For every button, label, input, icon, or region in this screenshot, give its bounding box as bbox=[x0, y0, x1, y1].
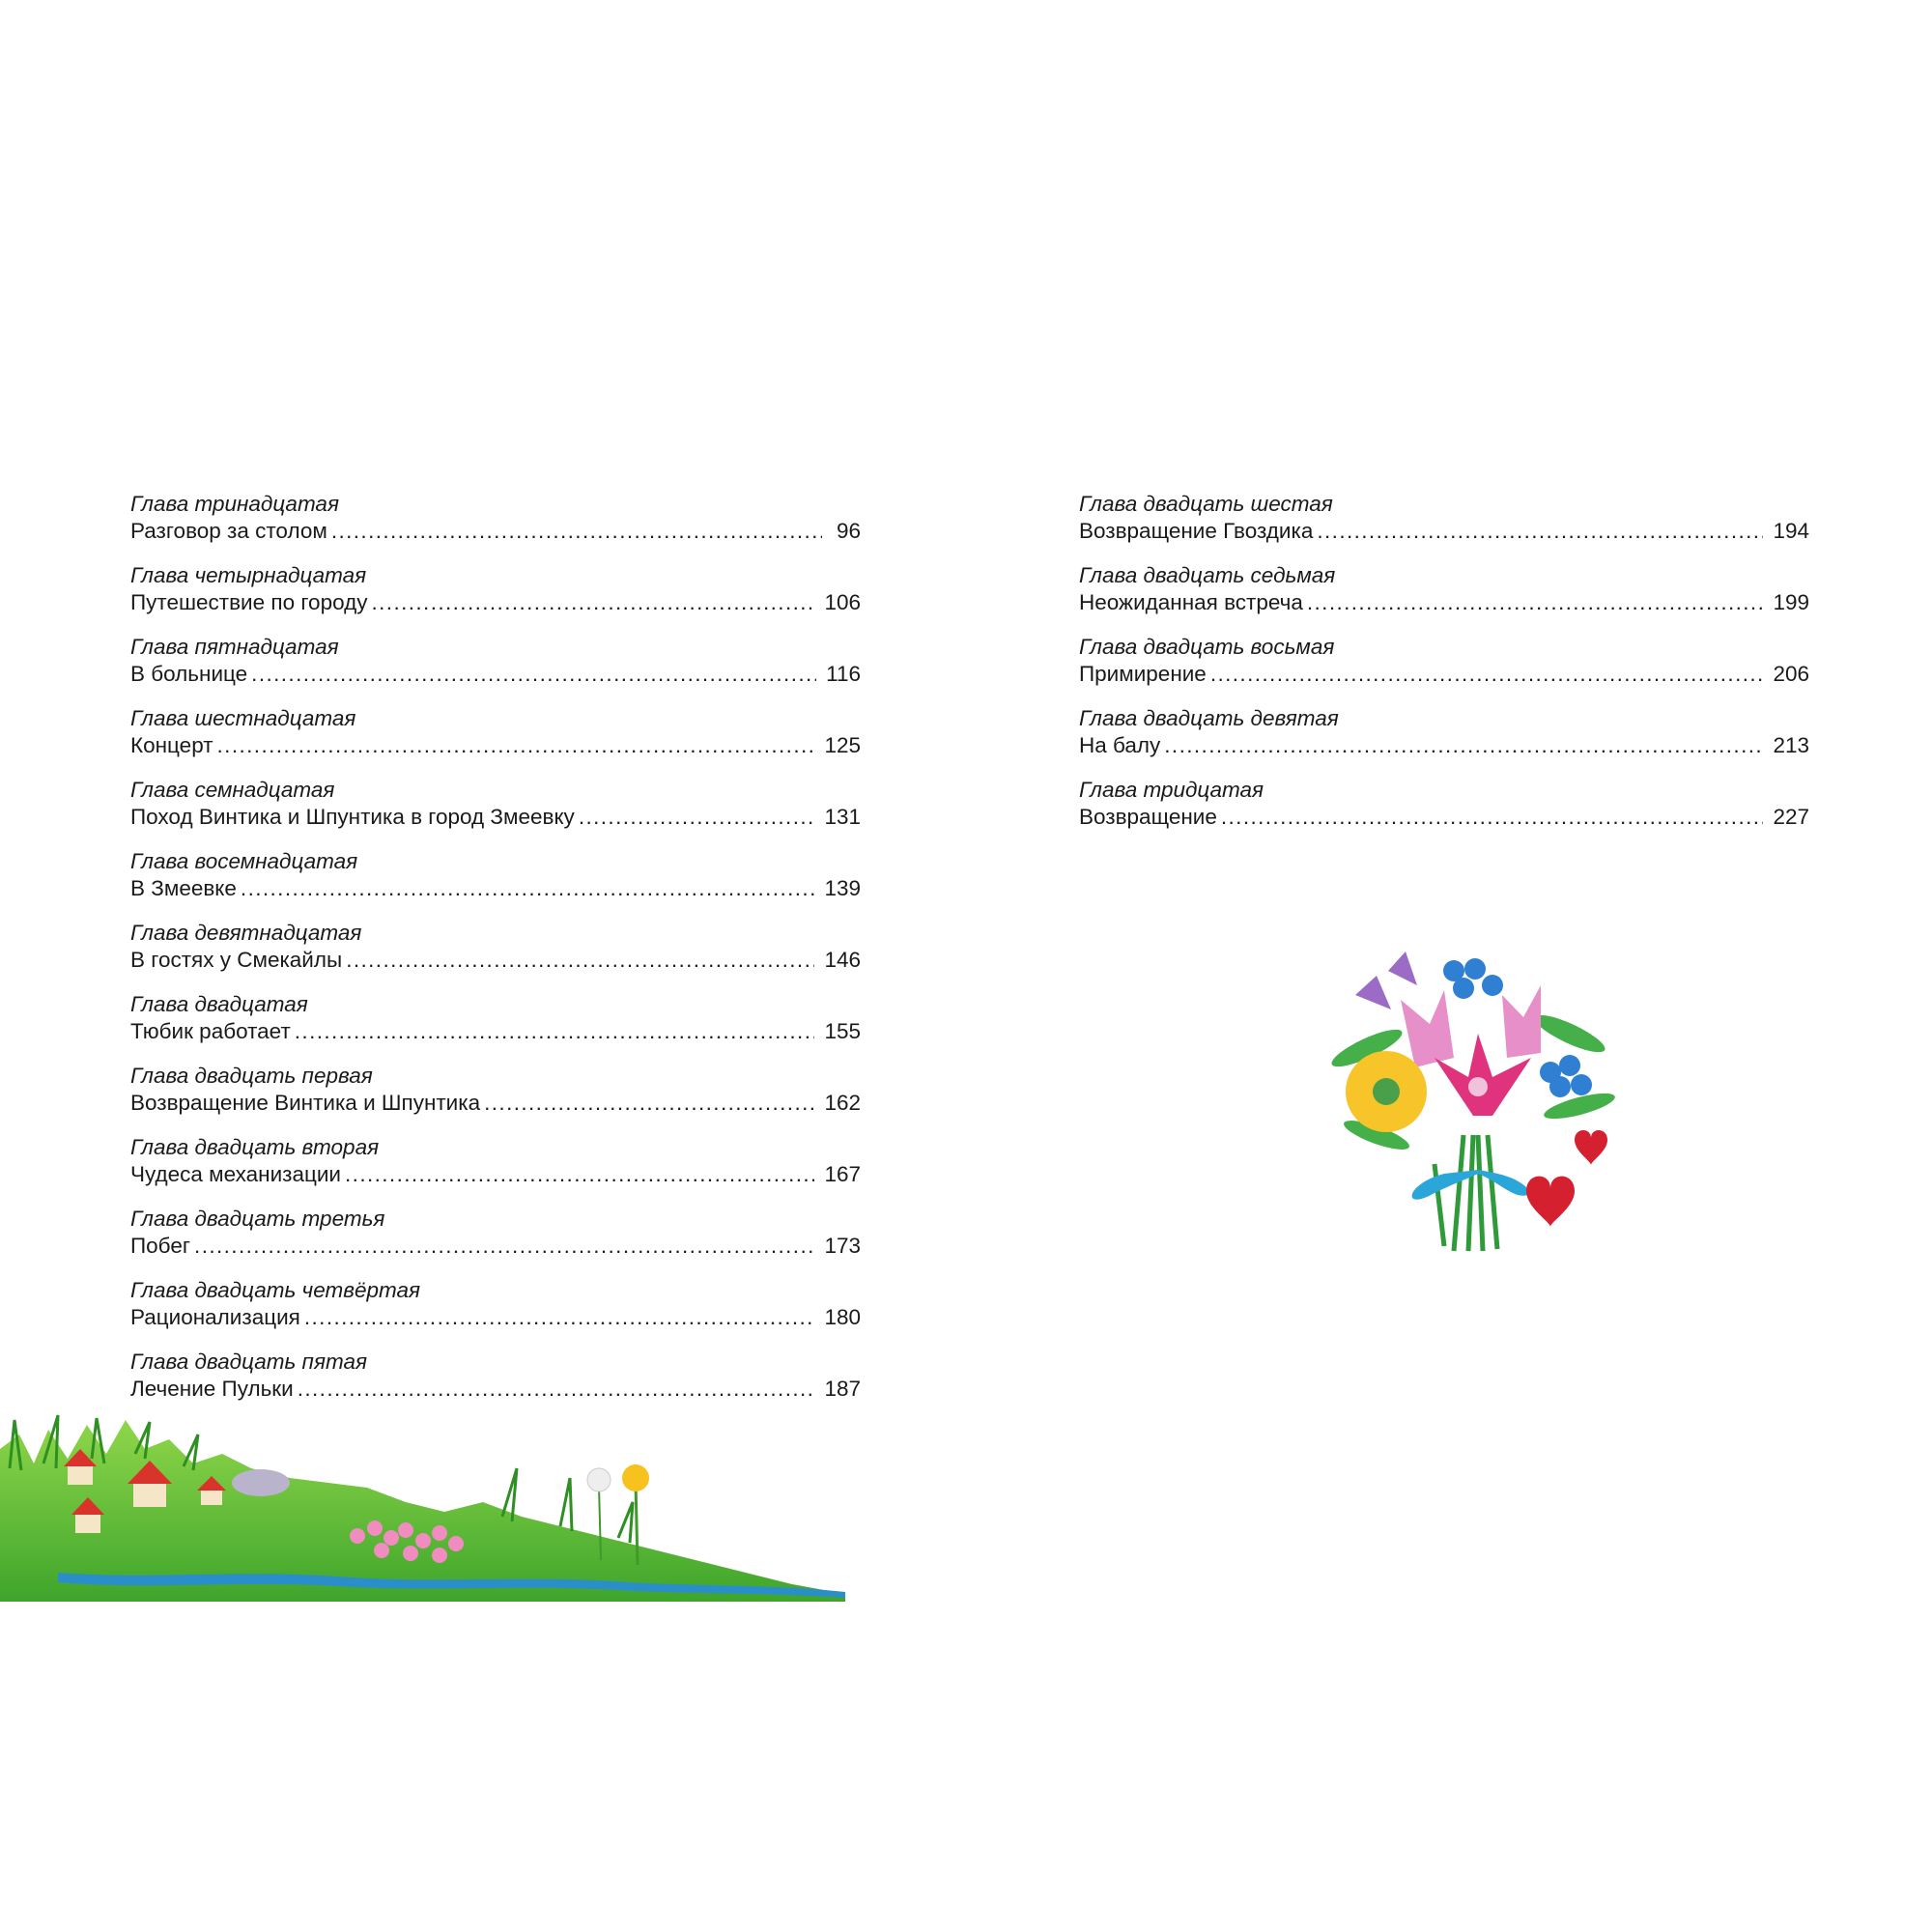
toc-entry bbox=[130, 1349, 861, 1420]
toc-entry bbox=[1079, 491, 1809, 562]
chapter-line bbox=[130, 1376, 861, 1403]
chapter-line bbox=[1079, 804, 1809, 831]
toc-entry bbox=[130, 562, 861, 634]
toc-entry bbox=[130, 1063, 861, 1134]
chapter-label: Глава двадцать вторая bbox=[130, 1135, 380, 1159]
dot-leader bbox=[371, 589, 814, 616]
toc-entry bbox=[130, 920, 861, 991]
chapter-label: Глава двадцать пятая bbox=[130, 1350, 367, 1374]
chapter-label: Глава двадцать шестая bbox=[1079, 492, 1333, 516]
chapter-label: Глава семнадцатая bbox=[130, 778, 335, 802]
page-number: 106 bbox=[824, 590, 861, 614]
chapter-label: Глава четырнадцатая bbox=[130, 563, 367, 587]
chapter-line bbox=[1079, 661, 1809, 688]
chapter-line bbox=[130, 732, 861, 759]
chapter-title: Возвращение bbox=[1079, 805, 1217, 829]
dot-leader bbox=[1164, 732, 1763, 759]
chapter-title: В Змеевке bbox=[130, 876, 237, 900]
page-number: 155 bbox=[824, 1019, 861, 1043]
chapter-line bbox=[130, 875, 861, 902]
chapter-title: Лечение Пульки bbox=[130, 1377, 294, 1401]
dot-leader bbox=[579, 804, 815, 831]
toc-entry bbox=[1079, 562, 1809, 634]
page-number: 167 bbox=[824, 1162, 861, 1186]
chapter-title: Возвращение Винтика и Шпунтика bbox=[130, 1091, 481, 1115]
toc-entry bbox=[130, 1206, 861, 1277]
dot-leader bbox=[217, 732, 815, 759]
flower-bouquet-illustration bbox=[1309, 942, 1637, 1256]
page-number: 139 bbox=[824, 876, 861, 900]
toc-entry bbox=[130, 1277, 861, 1349]
dot-leader bbox=[295, 1018, 815, 1045]
chapter-title: Поход Винтика и Шпунтика в город Змеевку bbox=[130, 805, 575, 829]
page-number: 96 bbox=[836, 519, 861, 543]
chapter-title: Неожиданная встреча bbox=[1079, 590, 1303, 614]
page-number: 146 bbox=[824, 948, 861, 972]
dot-leader bbox=[1210, 661, 1764, 688]
chapter-title: Рационализация bbox=[130, 1305, 300, 1329]
chapter-title: Возвращение Гвоздика bbox=[1079, 519, 1314, 543]
toc-entry bbox=[130, 634, 861, 705]
toc-left-column bbox=[130, 491, 861, 1420]
chapter-line bbox=[130, 804, 861, 831]
dot-leader bbox=[484, 1090, 814, 1117]
chapter-label: Глава двадцать четвёртая bbox=[130, 1278, 421, 1302]
toc-entry bbox=[130, 1134, 861, 1206]
chapter-title: В гостях у Смекайлы bbox=[130, 948, 343, 972]
toc-entry bbox=[130, 777, 861, 848]
chapter-label: Глава двадцатая bbox=[130, 992, 308, 1016]
chapter-line bbox=[130, 661, 861, 688]
yellow-daisy-icon bbox=[1346, 1051, 1427, 1132]
page-number: 173 bbox=[824, 1234, 861, 1258]
page-number: 125 bbox=[824, 733, 861, 757]
heart-icon bbox=[1526, 1130, 1607, 1227]
chapter-line bbox=[130, 1018, 861, 1045]
purple-bell-flower-icon bbox=[1355, 952, 1417, 1009]
dot-leader bbox=[194, 1233, 814, 1260]
page-number: 213 bbox=[1773, 733, 1809, 757]
chapter-line bbox=[130, 1161, 861, 1188]
toc-entry bbox=[130, 991, 861, 1063]
grass-mass bbox=[0, 1420, 845, 1602]
dot-leader bbox=[1221, 804, 1764, 831]
dot-leader bbox=[304, 1304, 815, 1331]
dot-leader bbox=[345, 1161, 814, 1188]
dot-leader bbox=[298, 1376, 815, 1403]
toc-entry bbox=[130, 491, 861, 562]
pink-tulip-icon bbox=[1401, 985, 1541, 1067]
chapter-title: Чудеса механизации bbox=[130, 1162, 342, 1186]
chapter-label: Глава тридцатая bbox=[1079, 778, 1264, 802]
chapter-title: Побег bbox=[130, 1234, 191, 1258]
dot-leader bbox=[1307, 589, 1764, 616]
page-number: 206 bbox=[1773, 662, 1809, 686]
chapter-title: Разговор за столом bbox=[130, 519, 327, 543]
toc-entry bbox=[1079, 634, 1809, 705]
chapter-line bbox=[1079, 732, 1809, 759]
chapter-title: На балу bbox=[1079, 733, 1161, 757]
stone-icon bbox=[232, 1469, 290, 1496]
chapter-label: Глава шестнадцатая bbox=[130, 706, 356, 730]
chapter-line bbox=[130, 1090, 861, 1117]
chapter-title: Примирение bbox=[1079, 662, 1207, 686]
chapter-label: Глава восемнадцатая bbox=[130, 849, 358, 873]
chapter-title: Концерт bbox=[130, 733, 213, 757]
chapter-line bbox=[130, 1304, 861, 1331]
page-number: 162 bbox=[824, 1091, 861, 1115]
page-number: 187 bbox=[824, 1377, 861, 1401]
stems bbox=[1435, 1135, 1497, 1251]
dot-leader bbox=[346, 947, 814, 974]
dot-leader bbox=[241, 875, 815, 902]
chapter-label: Глава двадцать первая bbox=[130, 1064, 373, 1088]
page-number: 194 bbox=[1773, 519, 1809, 543]
chapter-line bbox=[1079, 589, 1809, 616]
page-number: 199 bbox=[1773, 590, 1809, 614]
chapter-line bbox=[130, 518, 861, 545]
page-number: 116 bbox=[826, 662, 861, 686]
chapter-label: Глава девятнадцатая bbox=[130, 921, 362, 945]
chapter-label: Глава двадцать третья bbox=[130, 1207, 385, 1231]
dot-leader bbox=[331, 518, 822, 545]
chapter-label: Глава пятнадцатая bbox=[130, 635, 339, 659]
chapter-label: Глава двадцать девятая bbox=[1079, 706, 1339, 730]
toc-entry bbox=[130, 705, 861, 777]
toc-entry bbox=[130, 848, 861, 920]
chapter-line bbox=[130, 589, 861, 616]
toc-right-column bbox=[1079, 491, 1809, 848]
chapter-title: Путешествие по городу bbox=[130, 590, 368, 614]
chapter-title: В больнице bbox=[130, 662, 248, 686]
chapter-title: Тюбик работает bbox=[130, 1019, 291, 1043]
chapter-label: Глава двадцать седьмая bbox=[1079, 563, 1336, 587]
page-number: 227 bbox=[1773, 805, 1809, 829]
chapter-line bbox=[1079, 518, 1809, 545]
chapter-label: Глава тринадцатая bbox=[130, 492, 339, 516]
chapter-line bbox=[130, 1233, 861, 1260]
chapter-label: Глава двадцать восьмая bbox=[1079, 635, 1335, 659]
dot-leader bbox=[251, 661, 816, 688]
toc-entry bbox=[1079, 705, 1809, 777]
page-number: 180 bbox=[824, 1305, 861, 1329]
page-number: 131 bbox=[824, 805, 861, 829]
dot-leader bbox=[1317, 518, 1763, 545]
toc-entry bbox=[1079, 777, 1809, 848]
meadow-with-houses-illustration bbox=[0, 1410, 850, 1604]
chapter-line bbox=[130, 947, 861, 974]
